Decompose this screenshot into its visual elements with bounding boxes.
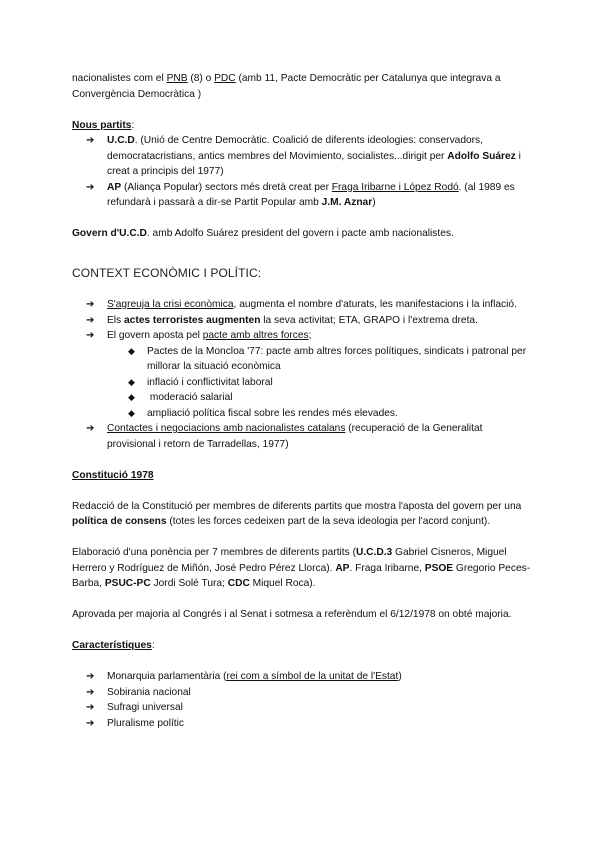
context-list-cont bbox=[72, 421, 532, 452]
pactes-sublist bbox=[72, 344, 532, 422]
pdc-link[interactable]: PDC bbox=[214, 73, 236, 84]
contactes-link[interactable]: Contactes i negociacions amb nacionalistes catalans bbox=[107, 423, 346, 434]
arrow-bullet-icon: ➔ bbox=[86, 717, 95, 729]
crisi-link[interactable]: S'agreuja la crisi econòmica bbox=[107, 299, 234, 310]
govern-paragraph: Govern d'U.C.D. amb Adolfo Suárez president del govern i pacte amb nacionalistes. bbox=[72, 228, 454, 239]
arrow-bullet-icon: ➔ bbox=[86, 314, 95, 326]
caracteristiques-heading: Característiques: bbox=[72, 640, 155, 651]
arrow-bullet-icon: ➔ bbox=[86, 671, 95, 682]
rei-link[interactable]: rei com a símbol de la unitat de l'Estat bbox=[226, 671, 399, 682]
sublist-item: ◆ ampliació política fiscal sobre les rendes més elevades. bbox=[72, 406, 532, 422]
arrow-bullet-icon: ➔ bbox=[86, 686, 95, 698]
sublist-item: ◆ Pactes de la Moncloa '77: pacte amb altres forces polítiques, sindicats i patronal per millorar la situació econòmica bbox=[128, 345, 527, 372]
arrow-bullet-icon: ➔ bbox=[86, 135, 95, 146]
arrow-bullet-icon: ➔ bbox=[86, 299, 95, 310]
intro-text: (amb 11, Pacte Democràtic per Catalunya que integrava a Convergència Democràtica ) bbox=[72, 73, 501, 100]
list-item: ➔ El govern aposta pel pacte amb altres forces; bbox=[72, 328, 532, 344]
diamond-bullet-icon: ◆ bbox=[128, 392, 135, 402]
list-item: ➔ Sobirania nacional bbox=[72, 685, 532, 701]
constitucio-heading: Constitució 1978 bbox=[72, 469, 154, 481]
list-item: ➔ Monarquia parlamentària (rei com a símbol de la unitat de l'Estat) bbox=[72, 669, 532, 685]
list-item: ➔ Sufragi universal bbox=[72, 700, 532, 716]
context-title: CONTEXT ECONÒMIC I POLÍTIC: bbox=[72, 265, 262, 280]
context-list bbox=[72, 297, 532, 344]
arrow-bullet-icon: ➔ bbox=[86, 702, 95, 713]
intro-paragraph bbox=[72, 71, 532, 102]
constitucio-p2: Elaboració d'una ponència per 7 membres de diferents partits (U.C.D.3 Gabriel Cisneros, Miguel Herrero y Rodríguez de Miñón, José Pedro Pérez Llorca). AP. Fraga Iribarne, PSOE Gregorio Peces-Barba, PSUC-PC Jordi Solé Tura; CDC Miquel Roca). bbox=[72, 547, 531, 589]
sublist-item: ◆ moderació salarial bbox=[72, 390, 532, 406]
intro-text: (8) o bbox=[187, 73, 215, 84]
caracteristiques-list bbox=[72, 669, 532, 731]
sublist-item: ◆ inflació i conflictivitat laboral bbox=[72, 375, 532, 391]
list-item: ➔ AP (Aliança Popular) sectors més dretà creat per Fraga Iribarne i López Rodó. (al 1989 es refundarà i passarà a dir-se Partit Popular amb J.M. Aznar) bbox=[86, 181, 515, 208]
pnb-link[interactable]: PNB bbox=[166, 73, 188, 84]
fraga-link[interactable]: Fraga Iribarne i López Rodó bbox=[331, 181, 459, 193]
arrow-bullet-icon: ➔ bbox=[86, 181, 95, 193]
pacte-link[interactable]: pacte amb altres forces bbox=[202, 330, 309, 341]
nous-partits-list bbox=[72, 133, 532, 211]
diamond-bullet-icon: ◆ bbox=[128, 376, 135, 387]
document-page bbox=[72, 71, 532, 731]
list-item: ➔ Contactes i negociacions amb nacionalistes catalans (recuperació de la Generalitat provisional i retorn de Tarradellas, 1977) bbox=[86, 423, 483, 450]
nous-partits-heading: Nous partits: bbox=[72, 119, 135, 131]
constitucio-p3: Aprovada per majoria al Congrés i al Senat i sotmesa a referèndum el 6/12/1978 on obté majoria. bbox=[72, 609, 512, 620]
arrow-bullet-icon: ➔ bbox=[86, 423, 95, 434]
constitucio-p1: Redacció de la Constitució per membres de diferents partits que mostra l'aposta del govern per una política de consens (totes les forces cedeixen part de la seva ideologia per l'acord conjunt). bbox=[72, 500, 522, 527]
diamond-bullet-icon: ◆ bbox=[128, 345, 135, 356]
arrow-bullet-icon: ➔ bbox=[86, 330, 95, 341]
list-item: ➔ S'agreuja la crisi econòmica, augmenta el nombre d'aturats, les manifestacions i la inflació. bbox=[72, 297, 532, 313]
heading-text: Nous partits bbox=[72, 119, 132, 131]
list-item: ➔ Els actes terroristes augmenten la seva activitat; ETA, GRAPO i l'extrema dreta. bbox=[72, 313, 532, 329]
list-item: ➔ U.C.D. (Unió de Centre Democràtic. Coalició de diferents ideologies: conservadors, democratacristians, antics membres del Movimiento, socialistes...dirigit per Adolfo Suárez i creat a principis del 1977) bbox=[86, 135, 521, 177]
intro-text: nacionalistes com el bbox=[72, 73, 167, 84]
list-item: ➔ Pluralisme polític bbox=[72, 716, 532, 732]
diamond-bullet-icon: ◆ bbox=[128, 407, 135, 418]
